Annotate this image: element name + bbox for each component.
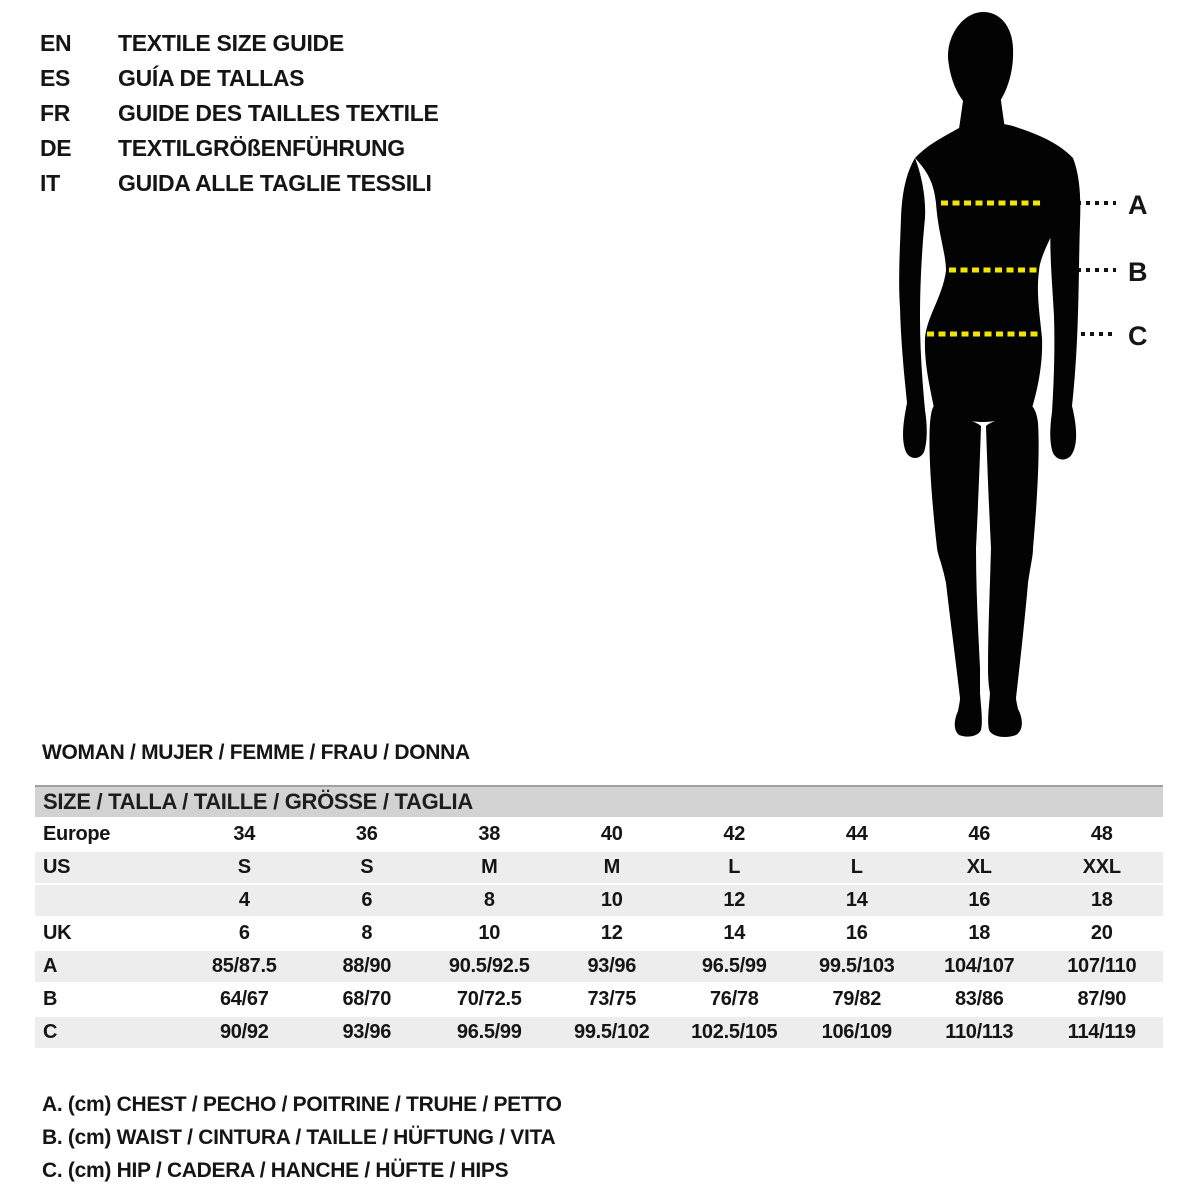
table-row-us-numeric [35,885,1163,918]
size-cell: XXL [1041,852,1164,885]
table-row-a [35,951,1163,984]
language-code: IT [40,170,60,196]
table-row-uk [35,918,1163,951]
waist-measure-label: B [1128,257,1148,287]
size-cell: S [183,852,306,885]
size-cell: 18 [1041,885,1164,918]
size-table-header: SIZE / TALLA / TAILLE / GRÖSSE / TAGLIA [35,785,1163,817]
size-cell: 14 [673,918,796,951]
silhouette-right-arm [1050,158,1080,460]
size-cell: 104/107 [918,951,1041,984]
size-cell: 36 [306,819,429,852]
row-label: Europe [35,819,183,852]
silhouette-right-leg [986,406,1039,737]
language-label: TEXTILGRÖßENFÜHRUNG [118,135,405,161]
language-label: GUIDA ALLE TAGLIE TESSILI [118,170,432,196]
size-cell: 40 [551,819,674,852]
section-title: WOMAN / MUJER / FEMME / FRAU / DONNA [42,741,470,764]
language-code: FR [40,100,71,126]
size-cell: 96.5/99 [428,1017,551,1050]
row-label: UK [35,918,183,951]
size-table-grid [35,819,1163,1050]
size-cell: 99.5/102 [551,1017,674,1050]
language-label: TEXTILE SIZE GUIDE [118,30,344,56]
size-cell: 38 [428,819,551,852]
language-row-fr [40,96,439,131]
row-label [35,885,183,918]
size-cell: 6 [306,885,429,918]
size-cell: 87/90 [1041,984,1164,1017]
size-cell: 93/96 [306,1017,429,1050]
row-label: B [35,984,183,1017]
size-cell: 16 [918,885,1041,918]
silhouette-left-leg [929,406,981,737]
size-cell: 34 [183,819,306,852]
size-table-body [35,819,1163,1050]
size-cell: 64/67 [183,984,306,1017]
size-cell: 44 [796,819,919,852]
size-cell: 10 [428,918,551,951]
size-cell: 90/92 [183,1017,306,1050]
size-cell: 96.5/99 [673,951,796,984]
language-row-en [40,26,439,61]
size-cell: 106/109 [796,1017,919,1050]
size-cell: S [306,852,429,885]
language-label: GUÍA DE TALLAS [118,65,305,91]
legend-line-c: C. (cm) HIP / CADERA / HANCHE / HÜFTE / HIPS [42,1159,509,1182]
table-row-c [35,1017,1163,1050]
size-cell: 76/78 [673,984,796,1017]
language-list [40,26,439,201]
size-cell: 10 [551,885,674,918]
size-cell: 6 [183,918,306,951]
row-label: US [35,852,183,885]
size-cell: 73/75 [551,984,674,1017]
size-cell: 114/119 [1041,1017,1164,1050]
size-cell: 42 [673,819,796,852]
size-cell: L [673,852,796,885]
hip-measure-label: C [1128,321,1148,351]
language-code: DE [40,135,72,161]
size-cell: 12 [551,918,674,951]
size-cell: 8 [306,918,429,951]
size-cell: 14 [796,885,919,918]
silhouette-left-arm [899,158,927,458]
size-cell: 18 [918,918,1041,951]
measure-legend [42,1088,562,1187]
size-cell: 79/82 [796,984,919,1017]
silhouette-torso [915,122,1073,422]
size-cell: M [551,852,674,885]
size-cell: 102.5/105 [673,1017,796,1050]
chest-measure-label: A [1128,190,1148,220]
size-cell: 16 [796,918,919,951]
language-label: GUIDE DES TAILLES TEXTILE [118,100,439,126]
size-cell: 46 [918,819,1041,852]
language-code: ES [40,65,71,91]
size-table [35,785,1163,1050]
size-cell: 110/113 [918,1017,1041,1050]
size-cell: 99.5/103 [796,951,919,984]
size-cell: 20 [1041,918,1164,951]
row-label: A [35,951,183,984]
language-row-de [40,131,439,166]
size-cell: 12 [673,885,796,918]
table-row-b [35,984,1163,1017]
table-row-europe [35,819,1163,852]
size-cell: 8 [428,885,551,918]
language-code: EN [40,30,72,56]
size-cell: M [428,852,551,885]
size-cell: 4 [183,885,306,918]
legend-line-b: B. (cm) WAIST / CINTURA / TAILLE / HÜFTUNG / VITA [42,1126,556,1149]
size-cell: 85/87.5 [183,951,306,984]
size-cell: 83/86 [918,984,1041,1017]
row-label: C [35,1017,183,1050]
size-cell: 90.5/92.5 [428,951,551,984]
size-cell: 107/110 [1041,951,1164,984]
size-cell: 88/90 [306,951,429,984]
size-cell: 93/96 [551,951,674,984]
size-cell: L [796,852,919,885]
legend-line-a: A. (cm) CHEST / PECHO / POITRINE / TRUHE / PETTO [42,1093,562,1116]
size-cell: 48 [1041,819,1164,852]
silhouette-body [899,12,1080,737]
size-cell: 70/72.5 [428,984,551,1017]
size-cell: 68/70 [306,984,429,1017]
language-row-es [40,61,439,96]
table-row-us [35,852,1163,885]
woman-silhouette [880,8,1100,740]
size-cell: XL [918,852,1041,885]
language-row-it [40,166,439,201]
